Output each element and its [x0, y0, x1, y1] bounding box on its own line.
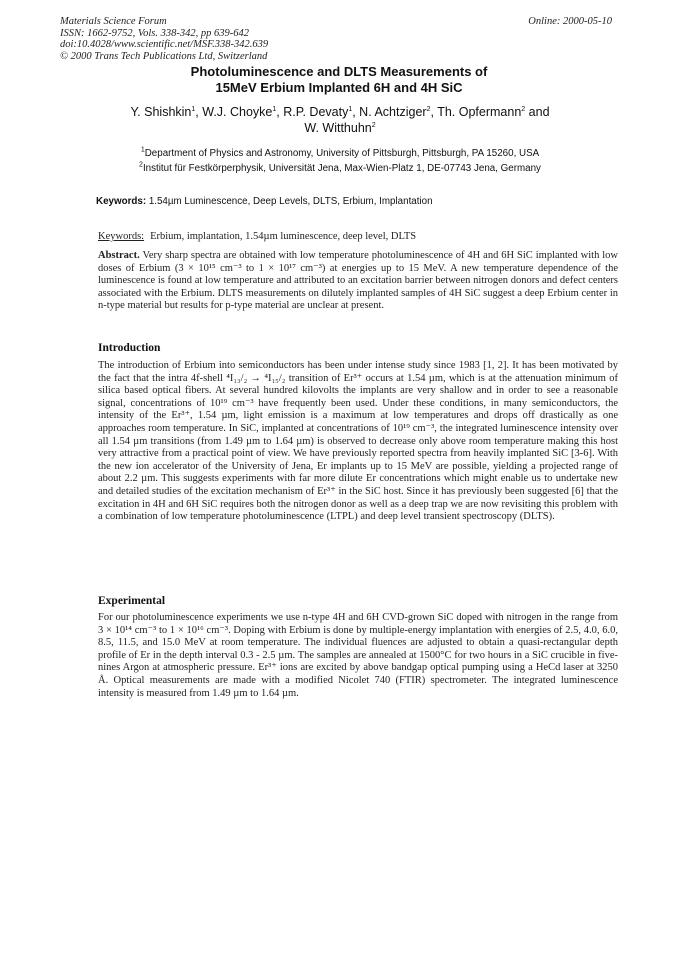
affil-marker: 2	[521, 105, 526, 113]
abstract-text: Very sharp spectra are obtained with low temperature photoluminescence of 4H and 6H SiC implanted with low doses of Erbium (3 × 10¹⁵ cm⁻³ to 1 × 10¹⁷ cm⁻³) at energies up to 15 MeV. A new temperature dependence of the luminescence is found at low temperature and attributed to an excitation barrier between nitrogen donors and defect centers associated with the Erbium. DLTS measurements on dilutely implanted samples of 4H SiC suggest a deep Erbium center in n-type material but results for p-type material are unclear at present.	[98, 250, 619, 312]
affil-number: 2	[139, 161, 143, 169]
title-line-1: Photoluminescence and DLTS Measurements of	[190, 64, 488, 79]
author-list	[90, 105, 590, 136]
introduction-heading: Introduction	[98, 342, 161, 354]
keywords-text: 1.54µm Luminescence, Deep Levels, DLTS, Erbium, Implantation	[146, 196, 433, 207]
author-name: , R.P. Devaty	[276, 105, 349, 119]
author-name: , Th. Opfermann	[430, 105, 522, 119]
paper-title	[0, 64, 678, 95]
abstract-label: Abstract.	[98, 250, 140, 261]
author-name: , N. Achtziger	[352, 105, 427, 119]
keywords-label: Keywords:	[96, 196, 147, 207]
affil-marker: 2	[371, 121, 376, 129]
affil-marker: 1	[191, 105, 196, 113]
title-line-2: 15MeV Erbium Implanted 6H and 4H SiC	[215, 79, 463, 95]
affiliation-1	[60, 146, 620, 161]
affil-number: 1	[140, 146, 145, 154]
online-date: Online: 2000-05-10	[528, 16, 612, 27]
keywords-top	[96, 196, 433, 207]
experimental-text: For our photoluminescence experiments we use n-type 4H and 6H CVD-grown SiC doped with nitrogen in the range from 3 × 10¹⁴ cm⁻³ to 1 × 10¹⁶ cm⁻³. Doping with Erbium is done by multiple-energy implantation with energies of 2.5, 4.0, 6.0, 8.5, 11.5, and 15.0 MeV at room temperature. The individual fluences are adjusted to obtain a quasi-rectangular depth profile of Er in the depth interval 0.3 - 2.5 µm. The samples are annealed at 1500°C for two hours in a SiC crucible in five-nines Argon at atmospheric pressure. Er³⁺ ions are excited by above bandgap optical pumping using a HeCd laser at 3250 Å. Optical measurements are made with a modified Nicolet 740 (FTIR) spectrometer. The integrated luminescence intensity is measured from 1.49 µm to 1.64 µm.	[98, 612, 618, 699]
keywords-text: Erbium, implantation, 1.54µm luminescence, deep level, DLTS	[150, 231, 417, 242]
experimental-heading: Experimental	[98, 595, 166, 607]
author-conjunction: and	[525, 105, 550, 119]
affil-text: Department of Physics and Astronomy, University of Pittsburgh, Pittsburgh, PA 15260, USA	[144, 148, 540, 159]
issn-line: ISSN: 1662-9752, Vols. 338-342, pp 639-642	[60, 27, 249, 39]
journal-header	[60, 16, 268, 62]
author-name: , W.J. Choyke	[195, 105, 273, 119]
introduction-text: The introduction of Erbium into semiconductors has been under intense study since 1983 [1, 2]. It has been motivated by the fact that the intra 4f-shell ⁴I₁₃/₂ → ⁴I₁₅/₂ transition of Er³⁺ occurs at 1.54 µm, which is at the attenuation minimum of silica based optical fibers. At several hundred kilovolts the implants are very shallow and in order to see a reasonable signal, concentrations of 10¹⁹ cm⁻³ have frequently been used. Under these conditions, in many semiconductors, the intensity of the Er³⁺, 1.54 µm, light emission is a maximum at low temperatures and drops off drastically as one approaches room temperature. In SiC, implanted at concentrations of 10¹⁹ cm⁻³, the integrated luminescence intensity over all 1.54 µm transitions (from 1.49 µm to 1.64 µm) is observed to decrease only above room temperature making this host very attractive from a practical point of view. We have previously reported spectra from heavily implanted SiC [3-6]. With the new ion accelerator of the University of Jena, Er implants up to 15 MeV are possible, yielding a projected range of about 2.2 µm. This suggests experiments with far more dilute Er concentrations which might enable us to undertake new and detailed studies of the excitation mechanism of Er³⁺ in the SiC host. Since it has previously been suggested [6] that the excitation in 4H and 6H SiC requires both the nitrogen donor as well as a deep trap we are now revisiting this problem with a combination of low temperature photoluminescence (LTPL) and deep level transient spectroscopy (DLTS).	[98, 360, 618, 523]
affil-marker: 2	[426, 105, 431, 113]
doi-line: doi:10.4028/www.scientific.net/MSF.338-342.639	[60, 39, 269, 50]
author-name: Y. Shishkin	[130, 105, 192, 119]
affiliations	[60, 146, 620, 176]
keywords-label: Keywords:	[98, 231, 145, 242]
affiliation-2	[60, 161, 620, 176]
affil-text: Institut für Festkörperphysik, Universität Jena, Max-Wien-Platz 1, DE-07743 Jena, Germany	[142, 163, 541, 174]
affil-marker: 1	[272, 105, 277, 113]
copyright-line: © 2000 Trans Tech Publications Ltd, Switzerland	[60, 50, 268, 62]
journal-name: Materials Science Forum	[60, 16, 167, 27]
abstract	[98, 250, 618, 313]
author-name: W. Witthuhn	[304, 120, 372, 135]
affil-marker: 1	[348, 105, 353, 113]
keywords-body	[98, 231, 618, 244]
